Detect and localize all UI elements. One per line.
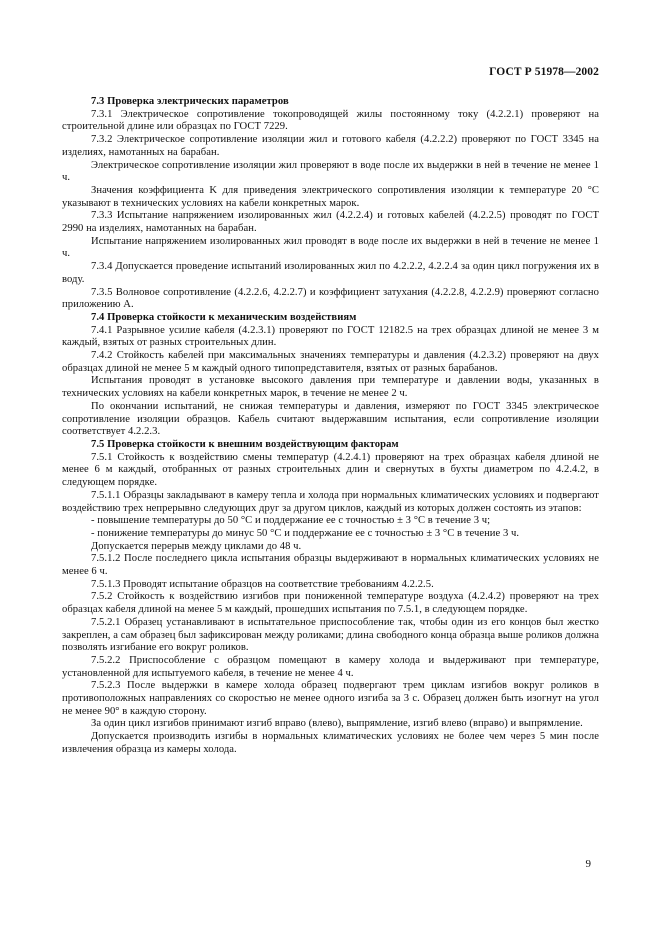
section-heading: 7.3 Проверка электрических параметров <box>91 96 289 107</box>
paragraph: 7.5.2 Стойкость к воздействию изгибов при пониженной температуре воздуха (4.2.4.2) проверяют на трех образцах кабеля длиной на менее 5 м каждый, прошедших испытания по 7.5.1, в следующем порядке. <box>62 591 599 616</box>
paragraph: 7.5.2.3 После выдержки в камере холода образец подвергают трем циклам изгибов вокруг роликов в противоположных направлениях со скоростью не менее одного изгиба за 3 с. Образец должен быть изогнут на угол не менее 90° в каждую сторону. <box>62 680 599 717</box>
paragraph: 7.5.1.1 Образцы закладывают в камеру тепла и холода при нормальных климатических условиях и подвергают воздействию трех непрерывно следующих друг за другом циклов, каждый из которых должен состоять из этапов: <box>62 489 599 514</box>
paragraph: За один цикл изгибов принимают изгиб вправо (влево), выпрямление, изгиб влево (вправо) и выпрямление. <box>91 718 583 730</box>
paragraph: 7.5.1 Стойкость к воздействию смены температур (4.2.4.1) проверяют на трех образцах кабеля длиной не менее 6 м каждый, отобранных от разных строительных длин и свернутых в бухты диаметром по 4.2.4.2, в следующем порядке. <box>62 451 599 489</box>
paragraph: Допускается перерыв между циклами до 48 ч. <box>91 540 302 552</box>
paragraph: По окончании испытаний, не снижая температуры и давления, измеряют по ГОСТ 3345 электрическое сопротивление изоляции образцов. Кабель считают выдержавшим испытания, если сопротивление изоляции соответствует 4.2.2.3. <box>62 400 599 438</box>
paragraph: 7.4.1 Разрывное усилие кабеля (4.2.3.1) проверяют по ГОСТ 12182.5 на трех образцах длиной не менее 3 м каждый, взятых от разных строительных длин. <box>62 324 599 349</box>
standard-code-header: ГОСТ Р 51978—2002 <box>489 66 599 78</box>
paragraph: Допускается производить изгибы в нормальных климатических условиях не более чем через 5 мин после извлечения образца из камеры холода. <box>62 731 599 755</box>
paragraph: 7.3.3 Испытание напряжением изолированных жил (4.2.2.4) и готовых кабелей (4.2.2.5) проводят по ГОСТ 2990 на изделиях, намотанных на барабан. <box>62 210 599 235</box>
page-number: 9 <box>585 858 591 870</box>
section-heading: 7.5 Проверка стойкости к внешним воздействующим факторам <box>91 438 399 450</box>
paragraph: 7.5.1.2 После последнего цикла испытания образцы выдерживают в нормальных климатических условиях не менее 6 ч. <box>62 553 599 578</box>
document-body <box>62 96 599 757</box>
paragraph: 7.5.2.1 Образец устанавливают в испытательное приспособление так, чтобы один из его концов был жестко закреплен, а сам образец был зафиксирован между роликами; длина свободного конца образца выше роликов должна позволять изгибание его вокруг роликов. <box>62 616 599 654</box>
paragraph: 7.3.1 Электрическое сопротивление токопроводящей жилы постоянному току (4.2.2.1) проверяют на строительной длине или образцах по ГОСТ 7229. <box>62 108 599 133</box>
paragraph: 7.3.2 Электрическое сопротивление изоляции жил и готового кабеля (4.2.2.2) проверяют по ГОСТ 3345 на изделиях, намотанных на барабан. <box>62 134 599 158</box>
paragraph: 7.5.2.2 Приспособление с образцом помещают в камеру холода и выдерживают при температуре, установленной для испытуемого кабеля, в течение не менее 4 ч. <box>62 654 599 679</box>
paragraph: 7.5.1.3 Проводят испытание образцов на соответствие требованиям 4.2.2.5. <box>91 578 434 590</box>
paragraph: 7.4.2 Стойкость кабелей при максимальных значениях температуры и давления (4.2.3.2) проверяют на двух образцах длиной не менее 5 м каждый одного типопредставителя, взятых от разных барабанов. <box>62 350 599 374</box>
paragraph: 7.3.4 Допускается проведение испытаний изолированных жил по 4.2.2.2, 4.2.2.4 за один цикл погружения их в воду. <box>62 261 599 285</box>
section-heading: 7.4 Проверка стойкости к механическим воздействиям <box>91 311 357 323</box>
paragraph: 7.3.5 Волновое сопротивление (4.2.2.6, 4.2.2.7) и коэффициент затухания (4.2.2.8, 4.2.2.9) проверяют согласно приложению А. <box>62 286 599 311</box>
list-item: - понижение температуры до минус 50 °С и поддержание ее с точностью ± 3 °С в течение 3 ч. <box>91 527 520 539</box>
paragraph: Электрическое сопротивление изоляции жил проверяют в воде после их выдержки в ней в течение не менее 1 ч. <box>62 159 599 184</box>
list-item: - повышение температуры до 50 °С и поддержание ее с точностью ± 3 °С в течение 3 ч; <box>91 515 491 527</box>
paragraph: Испытание напряжением изолированных жил проводят в воде после их выдержки в ней в течение не менее 1 ч. <box>62 235 599 260</box>
paragraph: Испытания проводят в установке высокого давления при температуре и давлении воды, указанных в технических условиях на кабели конкретных марок, в течение не менее 2 ч. <box>62 375 599 400</box>
paragraph: Значения коэффициента K для приведения электрического сопротивления изоляции к температуре 20 °С указывают в технических условиях на кабели конкретных марок. <box>62 184 599 209</box>
